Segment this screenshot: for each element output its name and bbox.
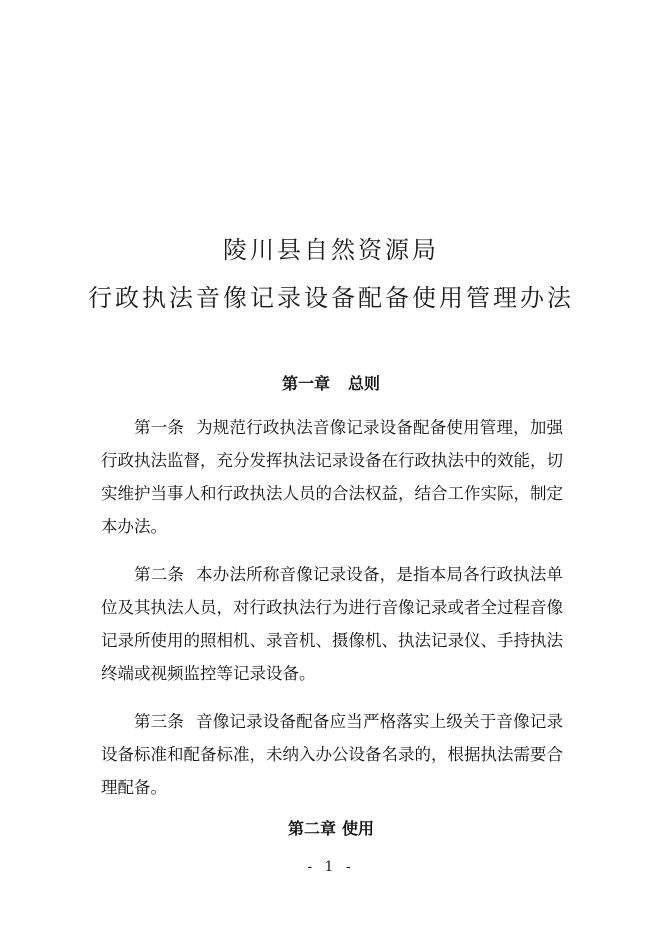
page-number: - 1 - xyxy=(307,859,355,875)
title-line-1: 陵川县自然资源局 xyxy=(223,236,439,264)
article-3-text: 音像记录设备配备应当严格落实上级关于音像记录设备标准和配备标准，未纳入办公设备名录的，根据执法需要合理配备。 xyxy=(101,712,563,797)
chapter-2-name: 使用 xyxy=(342,819,375,838)
article-1-text: 为规范行政执法音像记录设备配备使用管理，加强行政执法监督，充分发挥执法记录设备在行政执法中的效能，切实维护当事人和行政执法人员的合法权益，结合工作实际，制定本办法。 xyxy=(101,418,563,536)
article-1 xyxy=(101,411,563,543)
article-2-label: 第二条 xyxy=(134,565,185,584)
article-2-text: 本办法所称音像记录设备，是指本局各行政执法单位及其执法人员，对行政执法行为进行音像记录或者全过程音像记录所使用的照相机、录音机、摄像机、执法记录仪、手持执法终端或视频监控等记录设备。 xyxy=(101,565,563,683)
article-1-label: 第一条 xyxy=(134,418,185,437)
chapter-2-number: 第二章 xyxy=(287,819,336,838)
article-2 xyxy=(101,558,563,690)
article-3 xyxy=(101,705,563,804)
title-line-2: 行政执法音像记录设备配备使用管理办法 xyxy=(88,284,574,312)
chapter-1-number: 第一章 xyxy=(281,374,330,393)
chapter-1-name: 总则 xyxy=(348,374,381,393)
chapter-1-heading xyxy=(0,374,662,394)
document-title xyxy=(0,226,662,322)
article-3-label: 第三条 xyxy=(134,712,185,731)
chapter-2-heading xyxy=(0,819,662,839)
